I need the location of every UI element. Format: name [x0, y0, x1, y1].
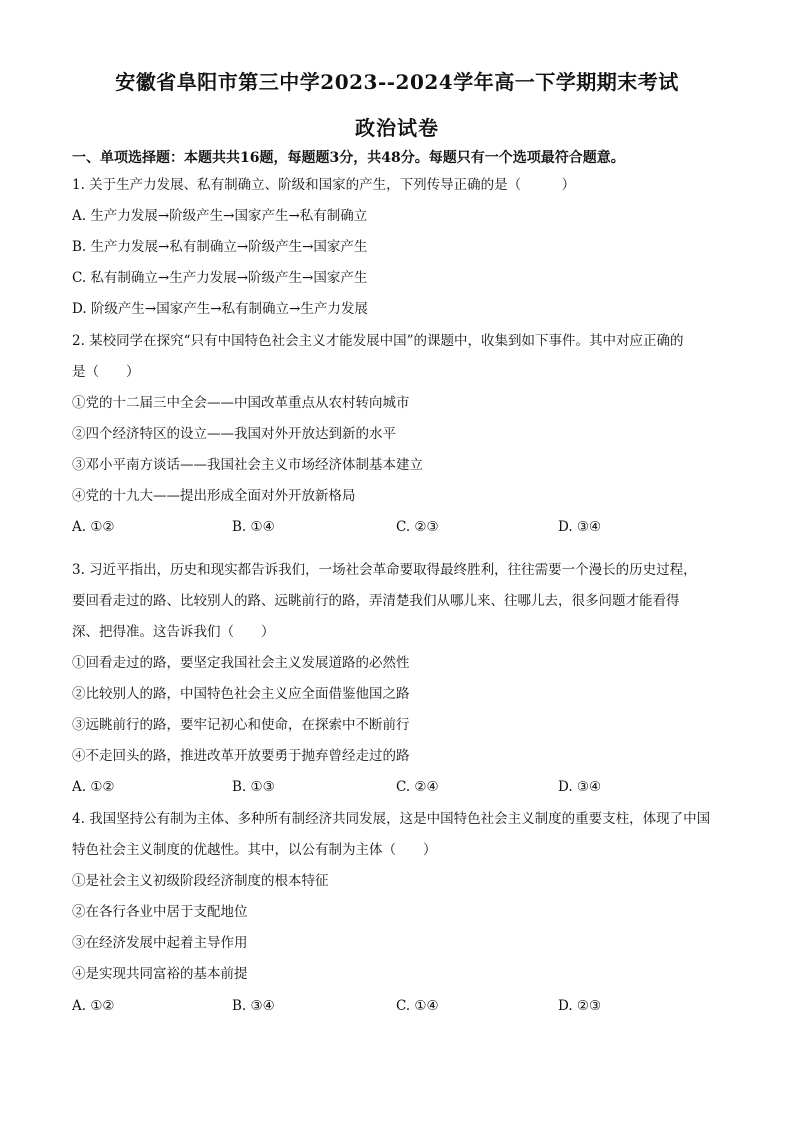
question-2-option-a: A. ①②	[72, 519, 115, 535]
question-2-statement-2: ②四个经济特区的设立——我国对外开放达到新的水平	[72, 426, 396, 442]
question-3-statement-3: ③远眺前行的路，要牢记初心和使命，在探索中不断前行	[72, 717, 410, 733]
question-3-option-c: C. ②④	[396, 779, 439, 795]
question-4-statement-3: ③在经济发展中起着主导作用	[72, 935, 248, 951]
question-2-stem-line-1: 2. 某校同学在探究“只有中国特色社会主义才能发展中国”的课题中，收集到如下事件。其中对应正确的	[72, 333, 684, 349]
question-3-statement-2: ②比较别人的路，中国特色社会主义应全面借鉴他国之路	[72, 686, 410, 702]
question-3-option-d: D. ③④	[558, 779, 602, 795]
exam-subtitle: 政治试卷	[355, 116, 439, 140]
question-4-option-b: B. ③④	[232, 998, 275, 1014]
question-2-statement-4: ④党的十九大——提出形成全面对外开放新格局	[72, 488, 356, 504]
question-2-statement-1: ①党的十二届三中全会——中国改革重点从农村转向城市	[72, 395, 410, 411]
question-4-statement-1: ①是社会主义初级阶段经济制度的根本特征	[72, 873, 329, 889]
question-2-stem-line-2: 是（ ）	[72, 364, 140, 380]
question-2-option-b: B. ①④	[232, 519, 275, 535]
question-3-option-b: B. ①③	[232, 779, 275, 795]
question-3-statement-1: ①回看走过的路，要坚定我国社会主义发展道路的必然性	[72, 655, 410, 671]
question-3-stem-line-1: 3. 习近平指出，历史和现实都告诉我们，一场社会革命要取得最终胜利，往往需要一个漫长的历史过程，	[72, 562, 697, 578]
question-3-option-a: A. ①②	[72, 779, 115, 795]
question-3-stem-line-3: 深、把得准。这告诉我们（ ）	[72, 624, 275, 640]
question-4-option-a: A. ①②	[72, 998, 115, 1014]
question-1-option-c: C. 私有制确立→生产力发展→阶级产生→国家产生	[72, 270, 368, 286]
question-2-option-c: C. ②③	[396, 519, 439, 535]
question-1-option-a: A. 生产力发展→阶级产生→国家产生→私有制确立	[72, 208, 368, 224]
question-1-stem: 1. 关于生产力发展、私有制确立、阶级和国家的产生，下列传导正确的是（ ）	[72, 177, 576, 193]
question-4-option-d: D. ②③	[558, 998, 602, 1014]
question-4-option-c: C. ①④	[396, 998, 439, 1014]
exam-title: 安徽省阜阳市第三中学2023--2024学年高一下学期期末考试	[115, 70, 679, 94]
section-heading: 一、单项选择题：本题共共16题，每题题3分，共48分。每题只有一个选项最符合题意。	[72, 150, 625, 166]
question-4-stem-line-1: 4. 我国坚持公有制为主体、多种所有制经济共同发展，这是中国特色社会主义制度的重要支柱，体现了中国	[72, 811, 711, 827]
question-1-option-d: D. 阶级产生→国家产生→私有制确立→生产力发展	[72, 301, 368, 317]
question-2-statement-3: ③邓小平南方谈话——我国社会主义市场经济体制基本建立	[72, 457, 423, 473]
question-2-option-d: D. ③④	[558, 519, 602, 535]
question-4-statement-4: ④是实现共同富裕的基本前提	[72, 966, 248, 982]
question-1-option-b: B. 生产力发展→私有制确立→阶级产生→国家产生	[72, 239, 368, 255]
question-4-stem-line-2: 特色社会主义制度的优越性。其中，以公有制为主体（ ）	[72, 842, 437, 858]
question-3-statement-4: ④不走回头的路，推进改革开放要勇于抛弃曾经走过的路	[72, 748, 410, 764]
question-4-statement-2: ②在各行各业中居于支配地位	[72, 904, 248, 920]
question-3-stem-line-2: 要回看走过的路、比较别人的路、远眺前行的路，弄清楚我们从哪儿来、往哪儿去，很多问题才能看得	[72, 593, 680, 609]
